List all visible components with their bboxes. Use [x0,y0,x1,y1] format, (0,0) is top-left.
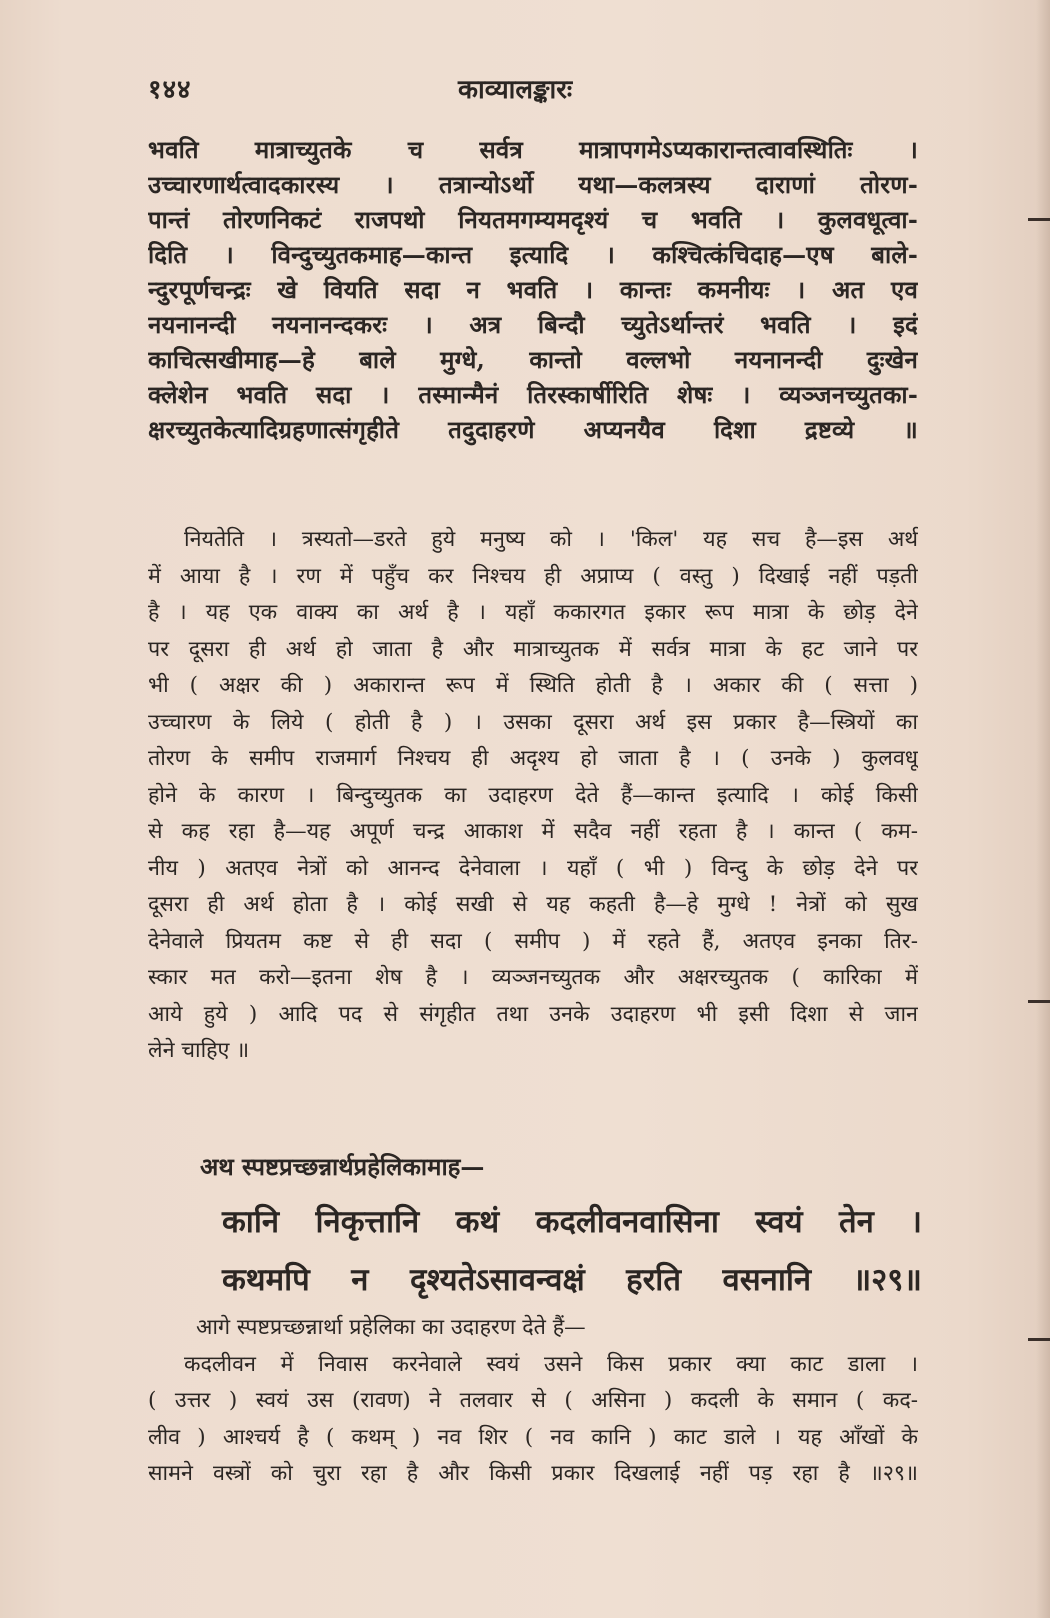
margin-tick-mark [1028,218,1050,221]
commentary-line: नयनानन्दी नयनानन्दकरः । अत्र बिन्दौ च्युतेऽर्थान्तरं भवति । इदं [148,310,918,339]
sanskrit-commentary [148,132,918,447]
hindi-translation [148,522,918,1070]
verse-translation [148,1310,918,1493]
commentary-line: उच्चारणार्थत्वादकारस्य । तत्रान्योऽर्थो यथा—कलत्रस्य दाराणां तोरण- [148,170,918,199]
commentary-line: दिति । विन्दुच्युतकमाह—कान्त इत्यादि । कश्चित्कंचिदाह—एष बाले- [148,240,918,269]
page-header [148,70,918,110]
commentary-line: क्षरच्युतकेत्यादिग्रहणात्संगृहीते तदुदाहरणे अप्यनयैव दिशा द्रष्टव्ये ॥ [148,415,918,444]
margin-tick-mark [1028,1338,1050,1341]
verse-line: कानि निकृत्तानि कथं कदलीवनवासिना स्वयं तेन । [222,1204,922,1240]
commentary-line: क्लेशेन भवति सदा । तस्मान्मैनं तिरस्कार्षीरिति शेषः । व्यञ्जनच्युतका- [148,380,918,409]
translation-line: पर दूसरा ही अर्थ हो जाता है और मात्राच्युतक में सर्वत्र मात्रा के हट जाने पर [148,636,918,662]
margin-tick-mark [1028,1000,1050,1003]
translation-line: लेने चाहिए ॥ [148,1038,250,1063]
translation-line: लीव ) आश्चर्य है ( कथम् ) नव शिर ( नव कानि ) काट डाले । यह आँखों के [148,1424,918,1450]
translation-line: ( उत्तर ) स्वयं उस (रावण) ने तलवार से ( असिना ) कदली के समान ( कद- [148,1388,918,1413]
translation-line: में आया है । रण में पहुँच कर निश्चय ही अप्राप्य ( वस्तु ) दिखाई नहीं पड़ती [148,563,918,589]
page-edge-shadow [1036,0,1050,1618]
translation-line: स्कार मत करो—इतना शेष है । व्यञ्जनच्युतक और अक्षरच्युतक ( कारिका में [148,965,918,990]
translation-line: नीय ) अतएव नेत्रों को आनन्द देनेवाला । यहाँ ( भी ) विन्दु के छोड़ देने पर [148,855,918,881]
translation-line: से कह रहा है—यह अपूर्ण चन्द्र आकाश में सदैव नहीं रहता है । कान्त ( कम- [148,819,918,844]
commentary-line: पान्तं तोरणनिकटं राजपथो नियतमगम्यमदृश्यं च भवति । कुलवधूत्वा- [148,205,918,234]
commentary-line: काचित्सखीमाह—हे बाले मुग्धे, कान्तो वल्लभो नयनानन्दी दुःखेन [148,345,918,374]
translation-intro: आगे स्पष्टप्रच्छन्नार्था प्रहेलिका का उदाहरण देते हैं— [196,1315,586,1340]
translation-line: है । यह एक वाक्य का अर्थ है । यहाँ ककारगत इकार रूप मात्रा के छोड़ देने [148,600,918,625]
running-title: काव्यालङ्कारः [458,75,573,105]
commentary-line: भवति मात्राच्युतके च सर्वत्र मात्रापगमेऽप्यकारान्तत्वावस्थितिः । [148,135,918,164]
translation-line: दूसरा ही अर्थ होता है । कोई सखी से यह कहती है—हे मुग्धे ! नेत्रों को सुख [148,892,918,917]
commentary-line: न्दुरपूर्णचन्द्रः खे वियति सदा न भवति । कान्तः कमनीयः । अत एव [148,275,918,304]
translation-line: नियतेति । त्रस्यतो—डरते हुये मनुष्य को । 'किल' यह सच है—इस अर्थ [184,527,918,552]
translation-line: आये हुये ) आदि पद से संगृहीत तथा उनके उदाहरण भी इसी दिशा से जान [148,1001,918,1027]
translation-line: भी ( अक्षर की ) अकारान्त रूप में स्थिति होती है । अकार की ( सत्ता ) [148,673,918,698]
translation-line: कदलीवन में निवास करनेवाले स्वयं उसने किस प्रकार क्या काट डाला । [184,1351,918,1377]
translation-line: उच्चारण के लिये ( होती है ) । उसका दूसरा अर्थ इस प्रकार है—स्त्रियों का [148,709,918,735]
translation-line: देनेवाले प्रियतम कष्ट से ही सदा ( समीप ) में रहते हैं, अतएव इनका तिर- [148,928,918,954]
translation-line: होने के कारण । बिन्दुच्युतक का उदाहरण देते हैं—कान्त इत्यादि । कोई किसी [148,782,918,808]
page-number: १४४ [148,75,192,105]
verse-line: कथमपि न दृश्यतेऽसावन्वक्षं हरति वसनानि ॥२९॥ [222,1262,922,1298]
section-intro: अथ स्पष्टप्रच्छन्नार्थप्रहेलिकामाह— [200,1152,485,1181]
translation-line: सामने वस्त्रों को चुरा रहा है और किसी प्रकार दिखलाई नहीं पड़ रहा है ॥२९॥ [148,1461,918,1486]
translation-line: तोरण के समीप राजमार्ग निश्चय ही अदृश्य हो जाता है । ( उनके ) कुलवधू [148,746,918,771]
